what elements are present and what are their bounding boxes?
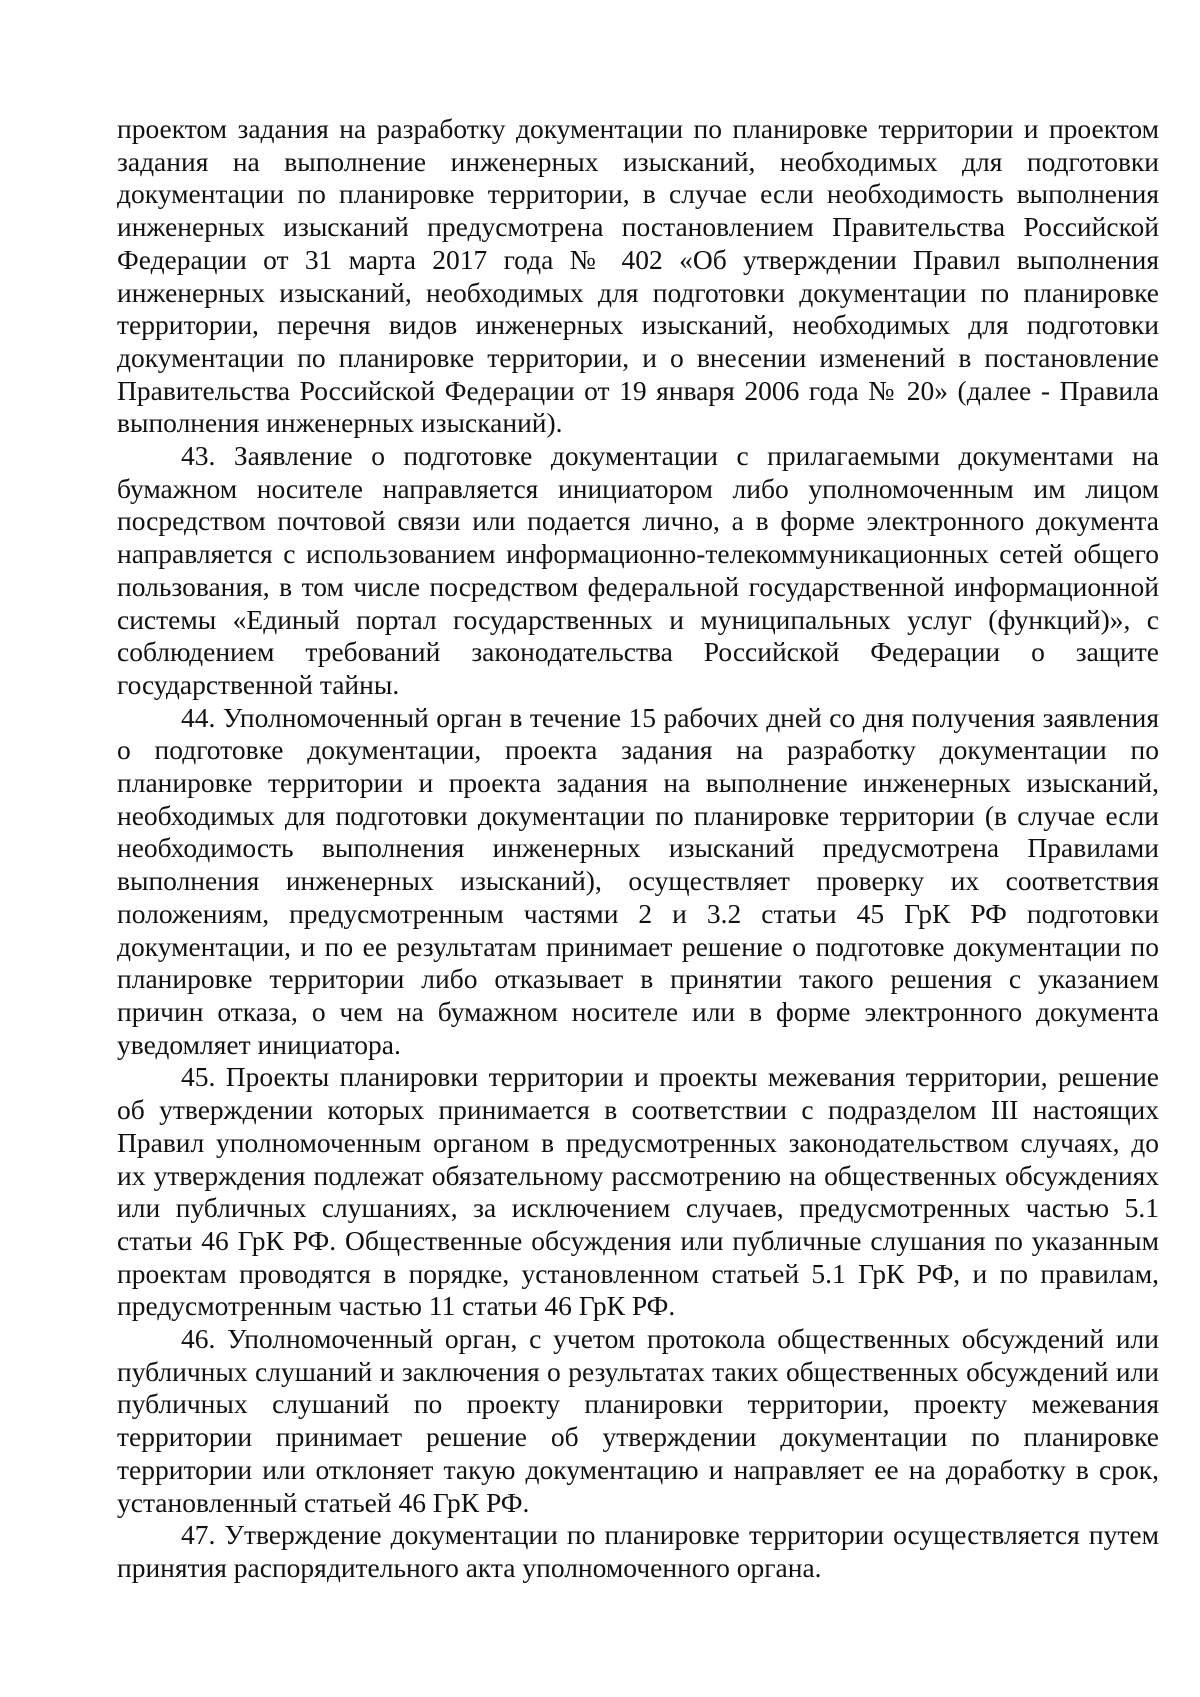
paragraph-text: Утверждение документации по планировке территории осуществляется путем принятия распорядительного акта уполномоченного органа. bbox=[117, 1519, 1160, 1583]
paragraph-text: Уполномоченный орган, с учетом протокола общественных обсуждений или публичных слушаний и заключения о результатах таких общественных обсуждений или публичных слушаний по проекту планировки территории, проекту межевания территории принимает решение об утверждении документации по планировке территории или отклоняет такую документацию и направляет ее на доработку в срок, установленный статьей 46 ГрК РФ. bbox=[117, 1323, 1159, 1518]
paragraph-44 bbox=[117, 702, 1159, 1062]
paragraph-text: Уполномоченный орган в течение 15 рабочих дней со дня получения заявления о подготовке документации, проекта задания на разработку документации по планировке территории и проекта задания на выполнение инженерных изысканий, необходимых для подготовки документации по планировке территории (в случае если необходимость выполнения инженерных изысканий предусмотрена Правилами выполнения инженерных изысканий), осуществляет проверку их соответствия положениям, предусмотренным частями 2 и 3.2 статьи 45 ГрК РФ подготовки документации, и по ее результатам принимает решение о подготовке документации по планировке территории либо отказывает в принятии такого решения с указанием причин отказа, о чем на бумажном носителе или в форме электронного документа уведомляет инициатора. bbox=[117, 701, 1160, 1060]
paragraph-number: 44. bbox=[181, 701, 216, 733]
paragraph-46 bbox=[117, 1323, 1159, 1519]
paragraph-text: Заявление о подготовке документации с прилагаемыми документами на бумажном носителе направляется инициатором либо уполномоченным им лицом посредством почтовой связи или подается лично, а в форме электронного документа направляется с использованием информационно-телекоммуникационных сетей общего пользования, в том числе посредством федеральной государственной информационной системы «Единый портал государственных и муниципальных услуг (функций)», с соблюдением требований законодательства Российской Федерации о защите государственной тайны. bbox=[117, 440, 1159, 700]
paragraph-continuation bbox=[117, 113, 1159, 440]
document-body bbox=[117, 113, 1159, 1585]
paragraph-number: 46. bbox=[181, 1323, 216, 1355]
paragraph-45 bbox=[117, 1061, 1159, 1323]
paragraph-text: проектом задания на разработку документации по планировке территории и проектом задания на выполнение инженерных изысканий, необходимых для подготовки документации по планировке территории, в случае если необходимость выполнения инженерных изысканий предусмотрена постановлением Правительства Российской Федерации от 31 марта 2017 года № 402 «Об утверждении Правил выполнения инженерных изысканий, необходимых для подготовки документации по планировке территории, перечня видов инженерных изысканий, необходимых для подготовки документации по планировке территории, и о внесении изменений в постановление Правительства Российской Федерации от 19 января 2006 года № 20» (далее - Правила выполнения инженерных изысканий). bbox=[117, 113, 1159, 439]
paragraph-number: 45. bbox=[181, 1061, 216, 1093]
paragraph-47 bbox=[117, 1519, 1159, 1584]
paragraph-43 bbox=[117, 440, 1159, 702]
paragraph-number: 47. bbox=[181, 1519, 216, 1551]
paragraph-text: Проекты планировки территории и проекты межевания территории, решение об утверждении которых принимается в соответствии с подразделом III настоящих Правил уполномоченным органом в предусмотренных законодательством случаях, до их утверждения подлежат обязательному рассмотрению на общественных обсуждениях или публичных слушаниях, за исключением случаев, предусмотренных частью 5.1 статьи 46 ГрК РФ. Общественные обсуждения или публичные слушания по указанным проектам проводятся в порядке, установленном статьей 5.1 ГрК РФ, и по правилам, предусмотренным частью 11 статьи 46 ГрК РФ. bbox=[117, 1061, 1159, 1322]
paragraph-number: 43. bbox=[181, 440, 216, 472]
